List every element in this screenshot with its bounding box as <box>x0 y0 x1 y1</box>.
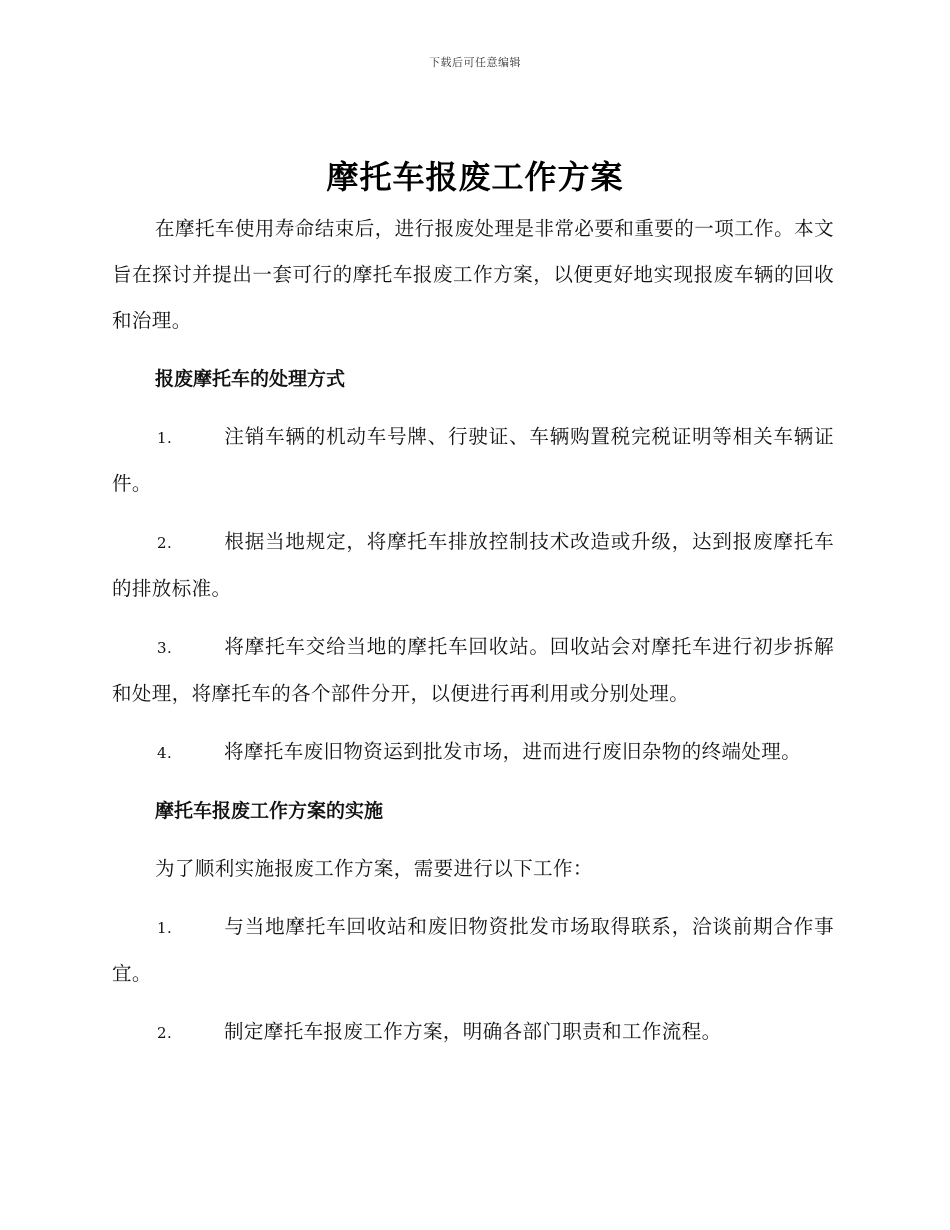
list-item-number: 1. <box>157 429 173 447</box>
page-title: 摩托车报废工作方案 <box>326 158 624 196</box>
list-item-number: 2. <box>157 1024 173 1042</box>
document-body <box>112 206 834 1056</box>
list-item <box>112 1009 834 1056</box>
list-item-number: 3. <box>157 639 173 657</box>
list-item-text: 制定摩托车报废工作方案，明确各部门职责和工作流程。 <box>224 1020 722 1043</box>
section-heading-disposal-methods: 报废摩托车的处理方式 <box>155 368 346 390</box>
list-item <box>112 729 834 776</box>
list-item-number: 1. <box>157 919 173 937</box>
list-item <box>112 904 834 997</box>
list-item <box>112 624 834 717</box>
list-item-number: 4. <box>157 744 173 762</box>
list-item <box>112 414 834 507</box>
section-heading-implementation: 摩托车报废工作方案的实施 <box>155 800 384 822</box>
list-item <box>112 519 834 612</box>
section-intro-paragraph: 为了顺利实施报废工作方案，需要进行以下工作： <box>155 857 593 880</box>
list-item-number: 2. <box>157 534 173 552</box>
list-item-text: 与当地摩托车回收站和废旧物资批发市场取得联系，洽谈前期合作事宜。 <box>112 915 834 985</box>
list-item-text: 将摩托车交给当地的摩托车回收站。回收站会对摩托车进行初步拆解和处理，将摩托车的各个部件分开，以便进行再利用或分别处理。 <box>112 635 834 705</box>
intro-paragraph: 在摩托车使用寿命结束后，进行报废处理是非常必要和重要的一项工作。本文旨在探讨并提出一套可行的摩托车报废工作方案，以便更好地实现报废车辆的回收和治理。 <box>112 217 834 332</box>
list-item-text: 将摩托车废旧物资运到批发市场，进而进行废旧杂物的终端处理。 <box>224 740 802 763</box>
list-item-text: 注销车辆的机动车号牌、行驶证、车辆购置税完税证明等相关车辆证件。 <box>112 425 834 495</box>
list-item-text: 根据当地规定，将摩托车排放控制技术改造或升级，达到报废摩托车的排放标准。 <box>112 530 834 600</box>
header-note: 下载后可任意编辑 <box>429 56 521 69</box>
